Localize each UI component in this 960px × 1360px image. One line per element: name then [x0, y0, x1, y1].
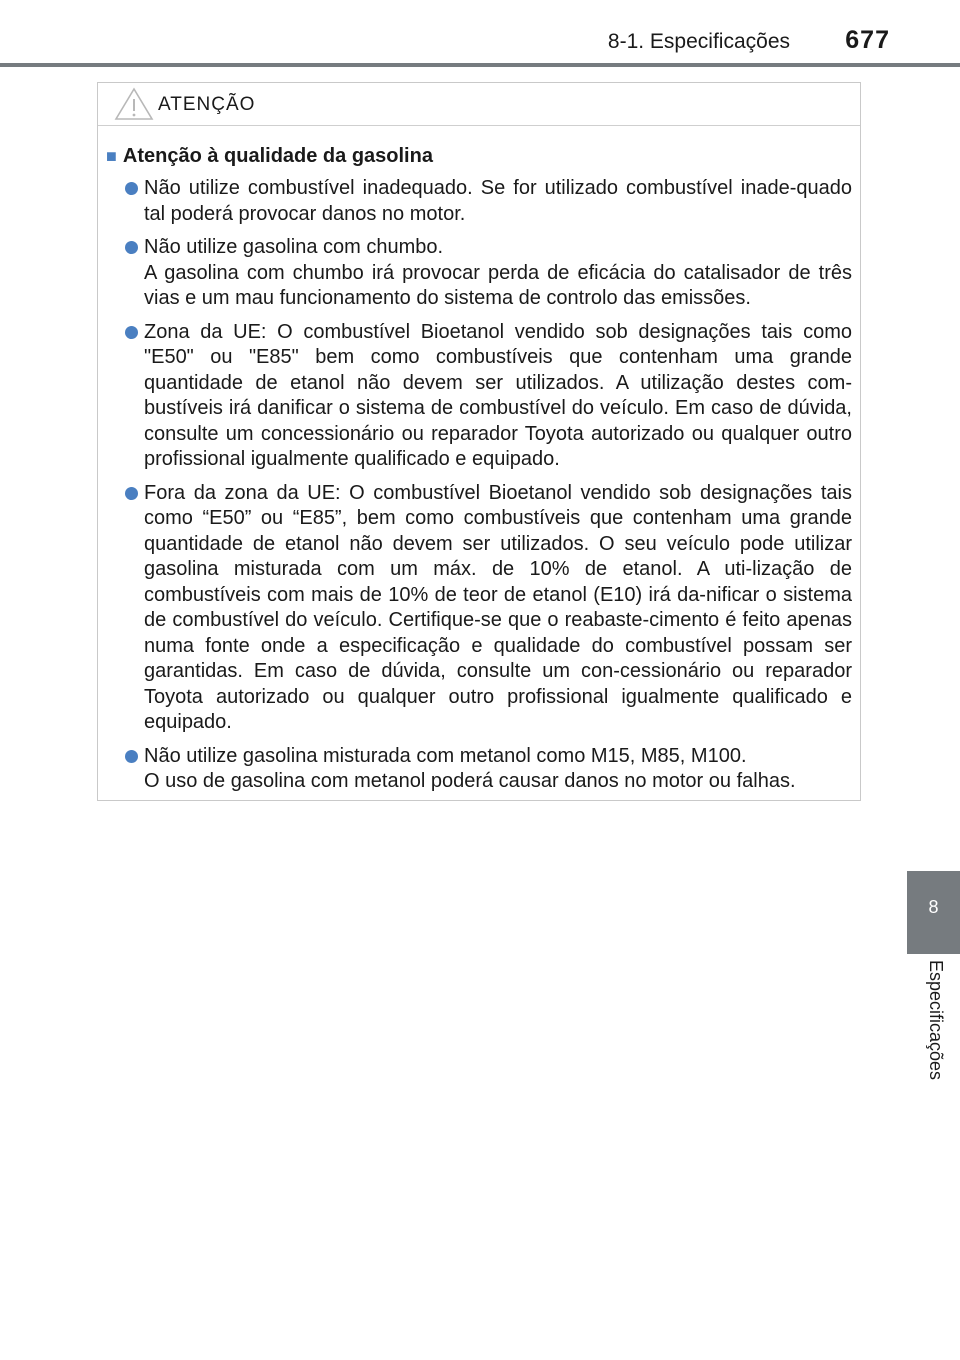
bullet-dot-icon: [125, 326, 138, 339]
page-header: [0, 0, 960, 70]
bullet-text: Não utilize gasolina misturada com metanol como M15, M85, M100.: [144, 744, 747, 767]
section-title: 8-1. Especificações: [607, 30, 790, 53]
chapter-number: 8: [928, 897, 939, 917]
list-item: [106, 176, 852, 227]
warning-body: [98, 126, 860, 795]
subhead-text: Atenção à qualidade da gasolina: [122, 145, 433, 167]
list-item: [106, 235, 852, 312]
list-item: [106, 320, 852, 473]
warning-box: [97, 82, 861, 801]
bullet-dot-icon: [125, 750, 138, 763]
bullet-dot-icon: [125, 182, 138, 195]
chapter-label: [907, 960, 960, 1110]
chapter-label-text: Especificações: [925, 960, 946, 1081]
bullet-text: Não utilize combustível inadequado. Se for utilizado combustível inade-quado tal poderá provocar danos no motor.: [144, 177, 852, 225]
chapter-tab: [907, 871, 960, 954]
list-item: [106, 481, 852, 736]
square-bullet-icon: ■: [106, 146, 117, 166]
subhead: [106, 142, 852, 170]
list-item: [106, 744, 852, 795]
warning-triangle-icon: [114, 87, 154, 121]
bullet-text: O uso de gasolina com metanol poderá causar danos no motor ou falhas.: [144, 770, 796, 792]
page-number: 677: [845, 26, 890, 54]
bullet-text: Zona da UE: O combustível Bioetanol vendido sob designações tais como "E50" ou "E85" bem como combustíveis que contenham uma grande quantidade de etanol não devem ser utilizados. A utilização destes com-bustíveis irá danificar o sistema de combustível do veículo. Em caso de dúvida, consulte um concessionário ou reparador Toyota autorizado ou qualquer outro profissional igualmente qualificado e equipado.: [144, 320, 852, 470]
bullet-dot-icon: [125, 487, 138, 500]
warning-header: [98, 83, 860, 126]
bullet-list: [106, 176, 852, 795]
warning-title: ATENÇÃO: [158, 94, 256, 115]
header-rule: [0, 63, 960, 67]
bullet-dot-icon: [125, 241, 138, 254]
bullet-text: A gasolina com chumbo irá provocar perda de eficácia do catalisador de três vias e um mau funcionamento do sistema de controlo das emissões.: [144, 261, 852, 309]
bullet-text: Fora da zona da UE: O combustível Bioetanol vendido sob designações tais como “E50” ou “E85”, bem como combustíveis que contenham uma grande quantidade de etanol não devem ser utilizados. O seu veículo pode utilizar gasolina misturada com um máx. de 10% de etanol. A uti-lização de combustíveis com mais de 10% de teor de etanol (E10) irá da-nificar o sistema de combustível do veículo. Certifique-se que o reabaste-cimento é feito apenas numa fonte onde a especificação e qualidade do combustível possam ser garantidas. Em caso de dúvida, consulte um con-cessionário ou reparador Toyota autorizado ou qualquer outro profissional igualmente qualificado e equipado.: [144, 481, 852, 733]
bullet-text: Não utilize gasolina com chumbo.: [144, 236, 444, 258]
